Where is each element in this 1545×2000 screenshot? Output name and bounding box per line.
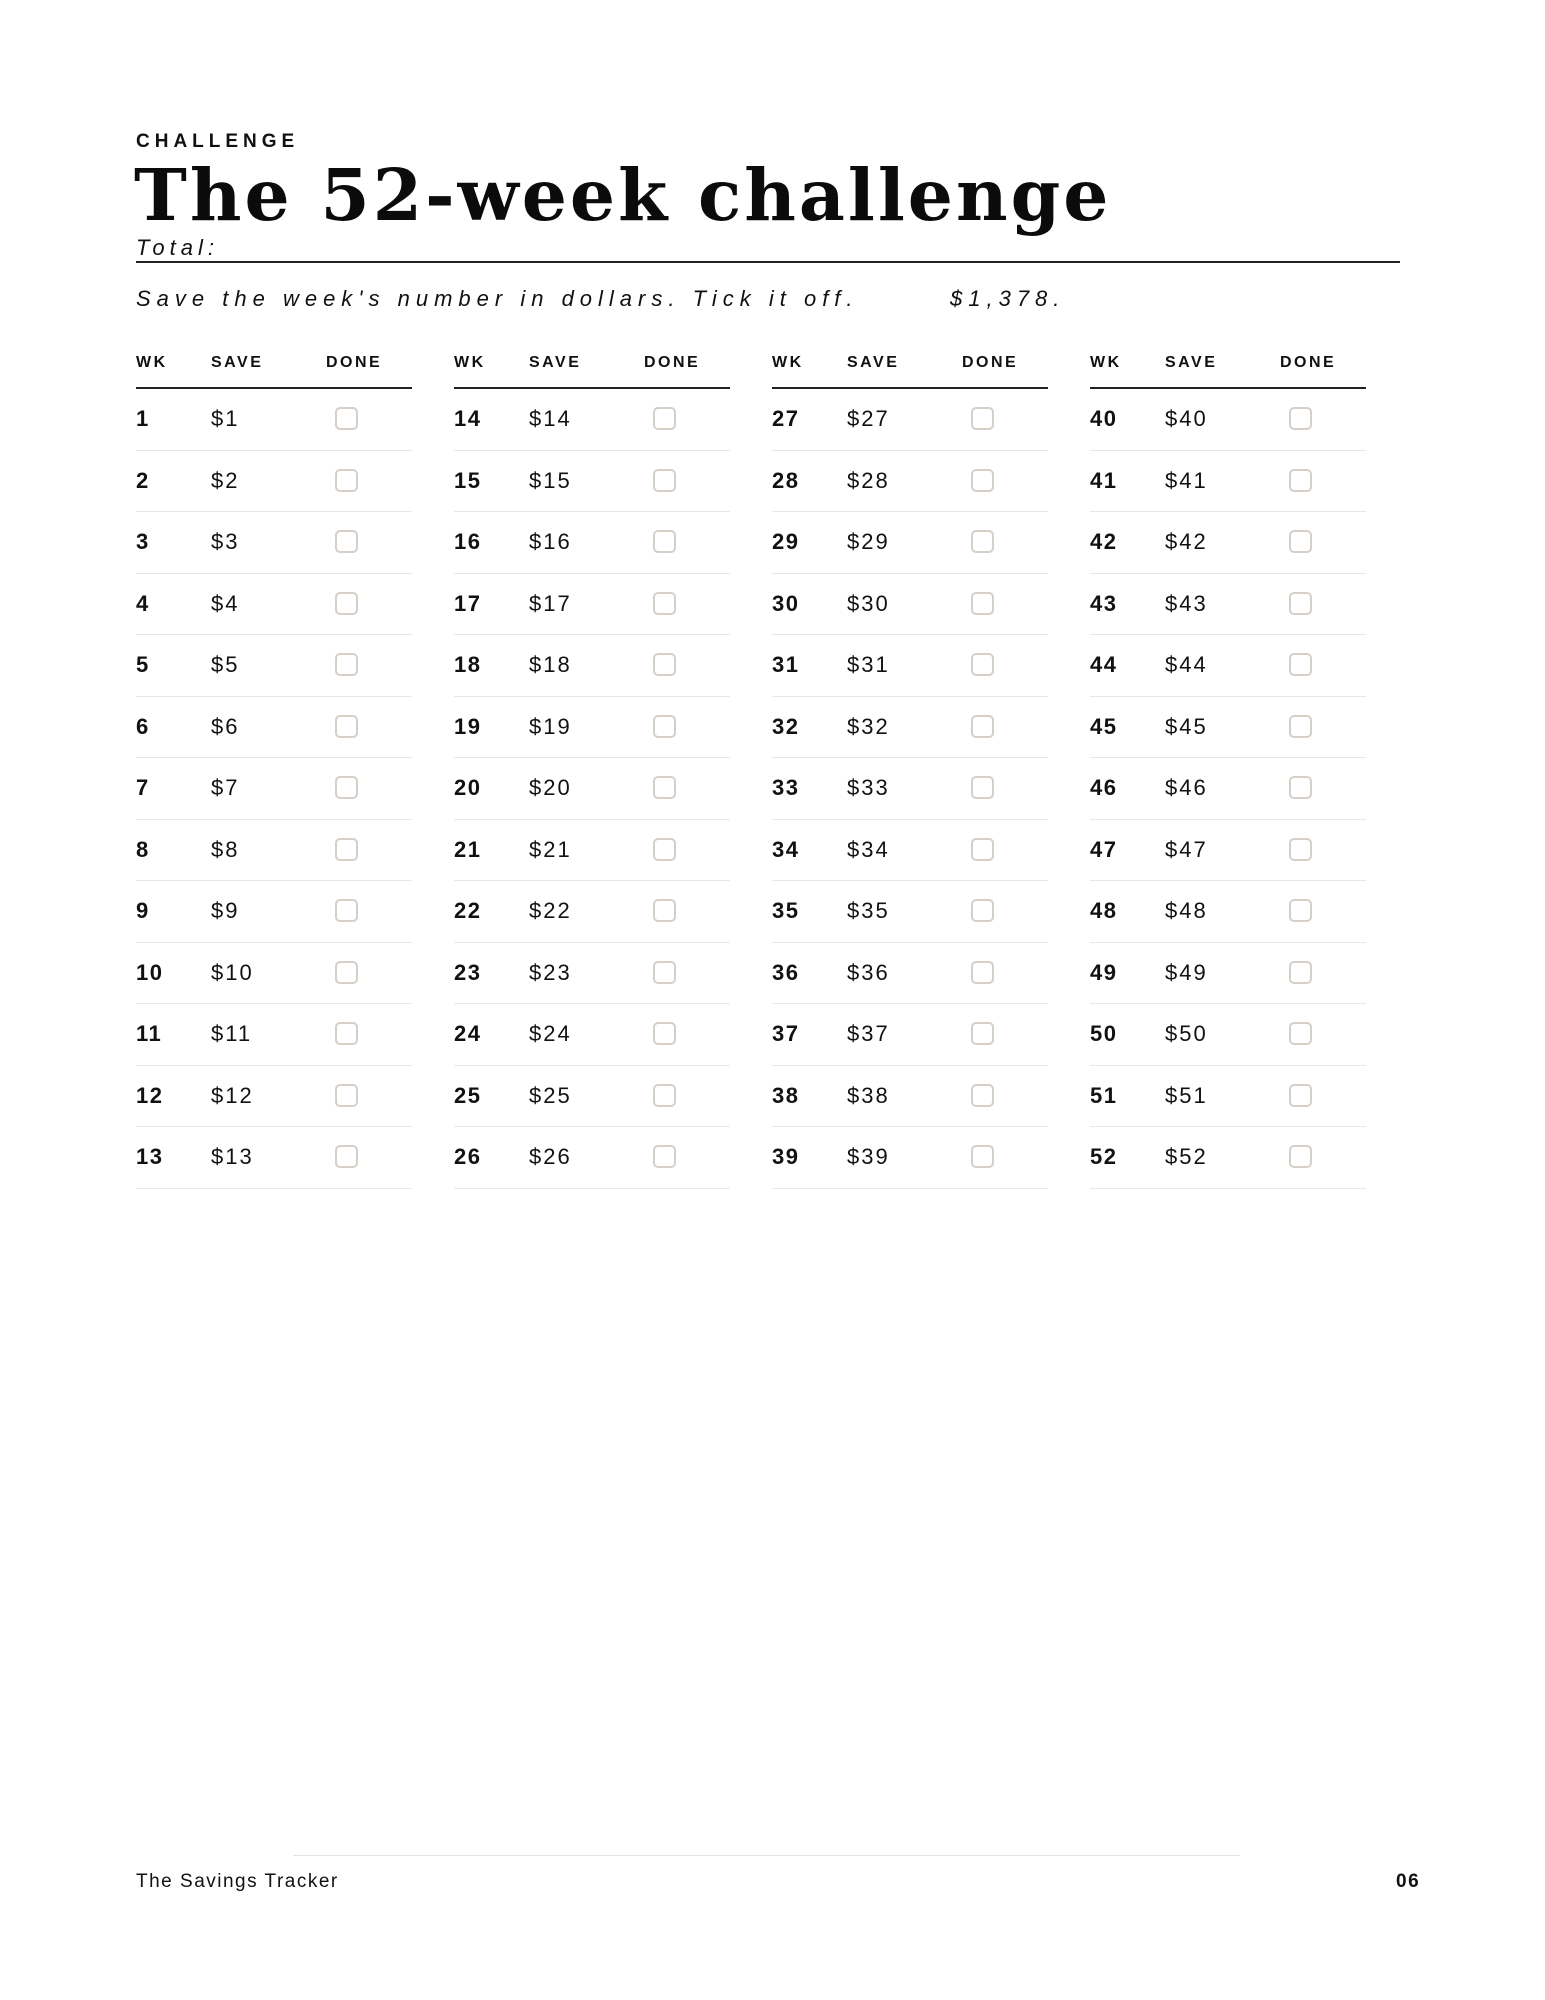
week-number: 32 [772,713,800,739]
done-checkbox[interactable] [335,530,358,553]
header-wk: WK [454,354,486,371]
week-row [1090,697,1366,759]
week-number: 20 [454,775,482,800]
done-checkbox[interactable] [335,1022,358,1045]
week-row [136,389,412,451]
done-checkbox[interactable] [1289,715,1312,738]
done-checkbox[interactable] [971,715,994,738]
done-checkbox[interactable] [653,407,676,430]
week-number: 21 [454,836,482,862]
week-number: 45 [1090,713,1118,739]
save-amount: $21 [529,836,572,862]
week-row [136,574,412,636]
done-checkbox[interactable] [335,592,358,615]
week-number: 39 [772,1144,800,1169]
week-number: 2 [136,467,150,493]
header-save: SAVE [1165,354,1218,371]
week-row [1090,512,1366,574]
done-checkbox[interactable] [971,407,994,430]
save-amount: $24 [529,1021,572,1046]
save-amount: $31 [847,652,890,677]
instruction-text: Save the week's number in dollars. Tick it off. [136,286,859,311]
week-row [136,512,412,574]
week-row [136,943,412,1005]
done-checkbox[interactable] [971,961,994,984]
header-wk: WK [772,354,804,371]
header-save: SAVE [847,354,900,371]
done-checkbox[interactable] [335,1084,358,1107]
week-row [454,1066,730,1128]
week-row [454,943,730,1005]
column-header [772,350,1048,389]
save-amount: $8 [211,836,240,862]
save-amount: $15 [529,467,572,493]
done-checkbox[interactable] [653,899,676,922]
week-row [772,635,1048,697]
week-row [1090,389,1366,451]
week-number: 17 [454,590,482,616]
save-amount: $22 [529,898,572,923]
week-number: 12 [136,1082,164,1108]
total-underline [136,261,1400,263]
save-amount: $49 [1165,959,1208,985]
save-amount: $1 [211,406,240,431]
page-number: 06 [1396,1871,1421,1892]
week-row [454,451,730,513]
save-amount: $6 [211,713,240,739]
done-checkbox[interactable] [971,592,994,615]
week-row [454,758,730,820]
week-row [772,574,1048,636]
total-label: Total: [136,235,220,260]
footer-divider [293,1855,1240,1856]
week-number: 29 [772,529,800,554]
header-wk: WK [1090,354,1122,371]
done-checkbox[interactable] [1289,899,1312,922]
week-row [454,697,730,759]
week-number: 24 [454,1021,482,1046]
save-amount: $29 [847,529,890,554]
week-row [772,697,1048,759]
week-number: 34 [772,836,800,862]
week-row [1090,574,1366,636]
week-number: 48 [1090,898,1118,923]
week-number: 52 [1090,1144,1118,1169]
save-amount: $44 [1165,652,1208,677]
done-checkbox[interactable] [653,1022,676,1045]
column-header [1090,350,1366,389]
week-number: 25 [454,1082,482,1108]
done-checkbox[interactable] [653,776,676,799]
done-checkbox[interactable] [335,838,358,861]
column-header [454,350,730,389]
section-eyebrow: CHALLENGE [136,131,300,152]
save-amount: $40 [1165,406,1208,431]
save-amount: $50 [1165,1021,1208,1046]
week-row [136,758,412,820]
week-row [136,1066,412,1128]
column-header [136,350,412,389]
header-done: DONE [962,354,1019,371]
week-number: 31 [772,652,800,677]
save-amount: $36 [847,959,890,985]
done-checkbox[interactable] [971,653,994,676]
save-amount: $46 [1165,775,1208,800]
save-amount: $41 [1165,467,1208,493]
done-checkbox[interactable] [653,1084,676,1107]
week-row [136,1127,412,1189]
week-row [454,389,730,451]
week-number: 47 [1090,836,1118,862]
week-column [1090,350,1366,1189]
week-number: 40 [1090,406,1118,431]
week-row [772,758,1048,820]
save-amount: $37 [847,1021,890,1046]
save-amount: $25 [529,1082,572,1108]
done-checkbox[interactable] [1289,407,1312,430]
week-row [1090,943,1366,1005]
week-number: 4 [136,590,150,616]
save-amount: $4 [211,590,240,616]
done-checkbox[interactable] [1289,469,1312,492]
save-amount: $13 [211,1144,254,1169]
week-row [454,574,730,636]
week-number: 13 [136,1144,164,1169]
save-amount: $34 [847,836,890,862]
week-number: 50 [1090,1021,1118,1046]
week-row [1090,820,1366,882]
week-row [136,820,412,882]
week-number: 46 [1090,775,1118,800]
done-checkbox[interactable] [971,776,994,799]
done-checkbox[interactable] [971,1022,994,1045]
save-amount: $9 [211,898,240,923]
done-checkbox[interactable] [971,899,994,922]
week-row [1090,1127,1366,1189]
done-checkbox[interactable] [1289,653,1312,676]
week-row [1090,758,1366,820]
done-checkbox[interactable] [971,1145,994,1168]
week-row [454,635,730,697]
done-checkbox[interactable] [653,1145,676,1168]
week-number: 15 [454,467,482,493]
done-checkbox[interactable] [335,1145,358,1168]
save-amount: $12 [211,1082,254,1108]
week-number: 18 [454,652,482,677]
done-checkbox[interactable] [335,899,358,922]
week-row [136,635,412,697]
week-row [454,881,730,943]
done-checkbox[interactable] [653,469,676,492]
save-amount: $26 [529,1144,572,1169]
done-checkbox[interactable] [653,715,676,738]
done-checkbox[interactable] [1289,1145,1312,1168]
week-row [1090,881,1366,943]
done-checkbox[interactable] [971,530,994,553]
week-row [136,881,412,943]
page-title: The 52-week challenge [134,153,1112,237]
done-checkbox[interactable] [335,653,358,676]
done-checkbox[interactable] [653,653,676,676]
week-number: 3 [136,529,150,554]
week-row [454,512,730,574]
week-number: 22 [454,898,482,923]
week-row [772,512,1048,574]
week-column [772,350,1048,1189]
week-number: 26 [454,1144,482,1169]
save-amount: $7 [211,775,240,800]
total-value: $1,378. [950,286,1066,311]
save-amount: $14 [529,406,572,431]
week-number: 51 [1090,1082,1118,1108]
week-number: 38 [772,1082,800,1108]
week-row [772,820,1048,882]
done-checkbox[interactable] [335,715,358,738]
week-row [454,1004,730,1066]
done-checkbox[interactable] [1289,1084,1312,1107]
done-checkbox[interactable] [335,961,358,984]
week-number: 28 [772,467,800,493]
week-number: 19 [454,713,482,739]
save-amount: $5 [211,652,240,677]
save-amount: $30 [847,590,890,616]
save-amount: $33 [847,775,890,800]
save-amount: $48 [1165,898,1208,923]
done-checkbox[interactable] [971,838,994,861]
week-row [772,881,1048,943]
week-row [1090,1066,1366,1128]
week-row [136,697,412,759]
week-number: 11 [136,1021,163,1046]
save-amount: $51 [1165,1082,1208,1108]
done-checkbox[interactable] [1289,1022,1312,1045]
save-amount: $42 [1165,529,1208,554]
week-column [454,350,730,1189]
save-amount: $27 [847,406,890,431]
week-row [772,1004,1048,1066]
week-number: 30 [772,590,800,616]
done-checkbox[interactable] [971,1084,994,1107]
week-row [772,1127,1048,1189]
done-checkbox[interactable] [335,469,358,492]
week-number: 23 [454,959,482,985]
week-number: 49 [1090,959,1118,985]
week-number: 42 [1090,529,1118,554]
week-number: 43 [1090,590,1118,616]
header-done: DONE [1280,354,1337,371]
week-number: 41 [1090,467,1118,493]
week-row [454,1127,730,1189]
done-checkbox[interactable] [335,407,358,430]
week-number: 33 [772,775,800,800]
week-number: 9 [136,898,150,923]
save-amount: $32 [847,713,890,739]
save-amount: $52 [1165,1144,1208,1169]
save-amount: $47 [1165,836,1208,862]
week-number: 10 [136,959,164,985]
week-number: 16 [454,529,482,554]
save-amount: $3 [211,529,240,554]
save-amount: $35 [847,898,890,923]
week-number: 36 [772,959,800,985]
week-row [772,1066,1048,1128]
week-number: 14 [454,406,482,431]
header-save: SAVE [211,354,264,371]
week-row [772,451,1048,513]
week-number: 27 [772,406,800,431]
done-checkbox[interactable] [653,961,676,984]
week-row [136,451,412,513]
week-row [1090,451,1366,513]
save-amount: $38 [847,1082,890,1108]
save-amount: $20 [529,775,572,800]
done-checkbox[interactable] [1289,776,1312,799]
week-number: 1 [136,406,150,431]
header-wk: WK [136,354,168,371]
header-done: DONE [644,354,701,371]
save-amount: $18 [529,652,572,677]
save-amount: $39 [847,1144,890,1169]
week-number: 8 [136,836,150,862]
save-amount: $11 [211,1021,253,1046]
week-row [454,820,730,882]
save-amount: $43 [1165,590,1208,616]
week-number: 5 [136,652,150,677]
week-number: 6 [136,713,150,739]
save-amount: $28 [847,467,890,493]
week-number: 7 [136,775,150,800]
done-checkbox[interactable] [1289,592,1312,615]
header-done: DONE [326,354,383,371]
done-checkbox[interactable] [335,776,358,799]
done-checkbox[interactable] [1289,961,1312,984]
done-checkbox[interactable] [653,592,676,615]
header-save: SAVE [529,354,582,371]
save-amount: $2 [211,467,240,493]
save-amount: $17 [529,590,572,616]
week-column [136,350,412,1189]
done-checkbox[interactable] [1289,838,1312,861]
footer-title: The Savings Tracker [136,1871,339,1892]
week-number: 44 [1090,652,1118,677]
save-amount: $45 [1165,713,1208,739]
week-row [1090,1004,1366,1066]
week-number: 35 [772,898,800,923]
week-row [1090,635,1366,697]
save-amount: $10 [211,959,254,985]
done-checkbox[interactable] [653,838,676,861]
save-amount: $19 [529,713,572,739]
week-number: 37 [772,1021,800,1046]
done-checkbox[interactable] [971,469,994,492]
week-row [136,1004,412,1066]
week-row [772,943,1048,1005]
save-amount: $23 [529,959,572,985]
done-checkbox[interactable] [653,530,676,553]
save-amount: $16 [529,529,572,554]
week-row [772,389,1048,451]
done-checkbox[interactable] [1289,530,1312,553]
